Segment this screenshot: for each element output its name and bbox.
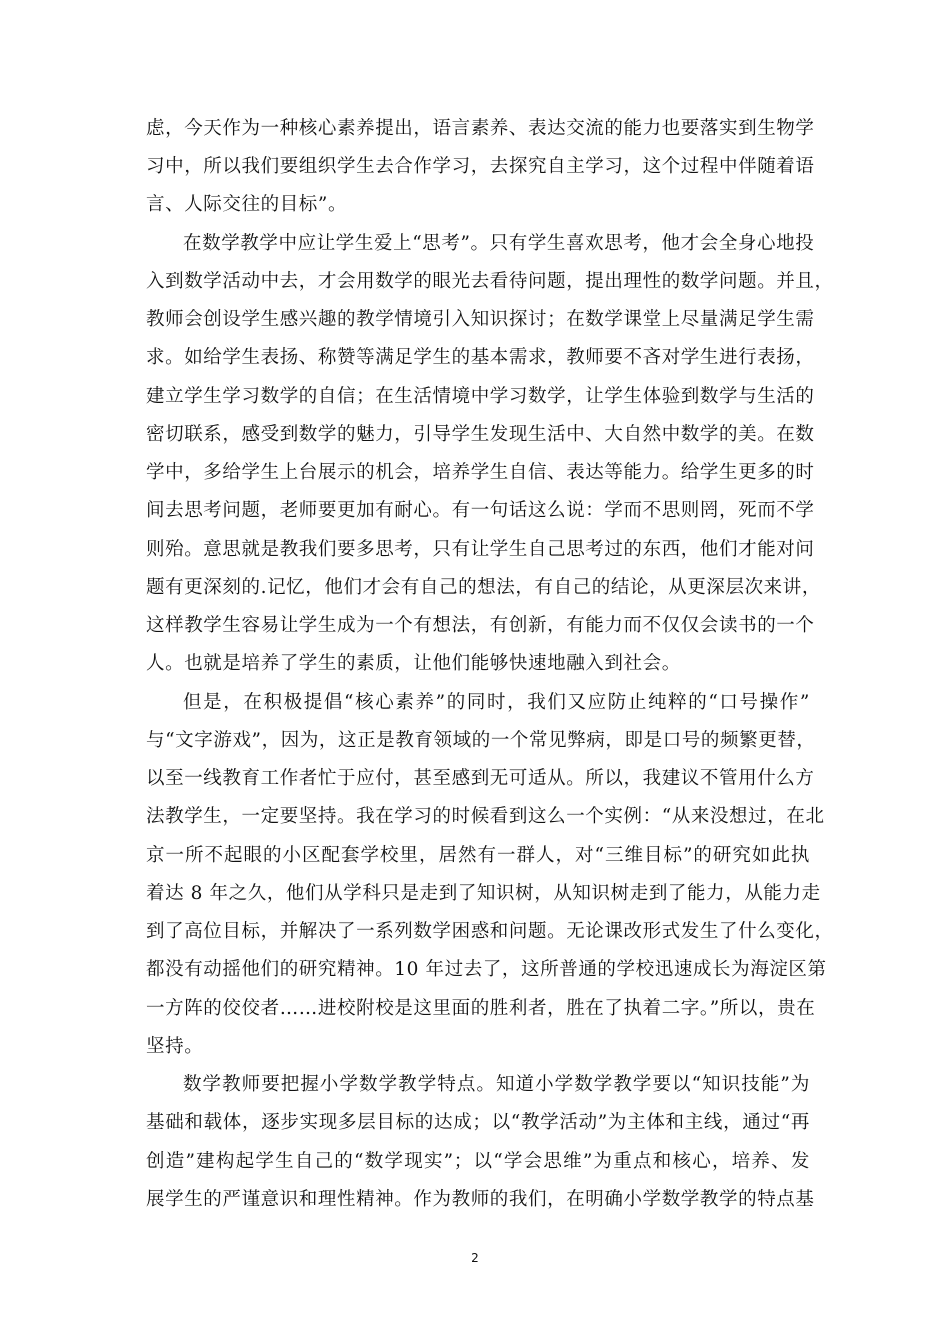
text-line: 言、人际交往的目标”。	[146, 194, 348, 215]
text-line: 都没有动摇他们的研究精神。10 年过去了，这所普通的学校迅速成长为海淀区第	[146, 959, 827, 980]
page-number: 2	[471, 1251, 479, 1265]
text-line: 教师会创设学生感兴趣的教学情境引入知识探讨；在数学课堂上尽量满足学生需	[146, 309, 815, 330]
text-line: 人。也就是培养了学生的素质，让他们能够快速地融入到社会。	[146, 653, 681, 674]
text-line: 京一所不起眼的小区配套学校里，居然有一群人，对“三维目标”的研究如此执	[146, 845, 810, 866]
text-line: 创造”建构起学生自己的“数学现实”；以“学会思维”为重点和核心，培养、发	[146, 1151, 810, 1172]
text-line: 间去思考问题，老师要更加有耐心。有一句话这么说：学而不思则罔，死而不学	[146, 500, 815, 521]
text-line: 则殆。意思就是教我们要多思考，只有让学生自己思考过的东西，他们才能对问	[146, 539, 815, 560]
text-line: 着达 8 年之久，他们从学科只是走到了知识树，从知识树走到了能力，从能力走	[146, 883, 821, 904]
text-line: 坚持。	[146, 1036, 204, 1057]
text-line: 以至一线教育工作者忙于应付，甚至感到无可适从。所以，我建议不管用什么方	[146, 768, 815, 789]
text-line: 求。如给学生表扬、称赞等满足学生的基本需求，教师要不吝对学生进行表扬，	[146, 347, 815, 368]
text-line: 在数学教学中应让学生爱上“思考”。只有学生喜欢思考，他才会全身心地投	[183, 233, 815, 254]
text-line: 基础和载体，逐步实现多层目标的达成；以“教学活动”为主体和主线，通过“再	[146, 1112, 810, 1133]
text-line: 一方阵的佼佼者……进校附校是这里面的胜利者，胜在了执着二字。”所以，贵在	[146, 998, 816, 1019]
text-line: 这样教学生容易让学生成为一个有想法，有创新，有能力而不仅仅会读书的一个	[146, 615, 815, 636]
text-line: 建立学生学习数学的自信；在生活情境中学习数学，让学生体验到数学与生活的	[146, 386, 815, 407]
text-line: 与“文字游戏”，因为，这正是教育领域的一个常见弊病，即是口号的频繁更替，	[146, 730, 816, 751]
text-line: 但是，在积极提倡“核心素养”的同时，我们又应防止纯粹的“口号操作”	[183, 692, 810, 713]
text-line: 虑，今天作为一种核心素养提出，语言素养、表达交流的能力也要落实到生物学	[146, 118, 815, 139]
text-line: 密切联系，感受到数学的魅力，引导学生发现生活中、大自然中数学的美。在数	[146, 424, 815, 445]
text-line: 展学生的严谨意识和理性精神。作为教师的我们，在明确小学数学教学的特点基	[146, 1189, 815, 1210]
text-line: 数学教师要把握小学数学教学特点。知道小学数学教学要以“知识技能”为	[183, 1074, 810, 1095]
text-line: 习中，所以我们要组织学生去合作学习，去探究自主学习，这个过程中伴随着语	[146, 156, 815, 177]
text-line: 题有更深刻的.记忆，他们才会有自己的想法，有自己的结论，从更深层次来讲，	[146, 577, 821, 598]
text-line: 法教学生，一定要坚持。我在学习的时候看到这么一个实例：“从来没想过，在北	[146, 806, 825, 827]
text-line: 学中，多给学生上台展示的机会，培养学生自信、表达等能力。给学生更多的时	[146, 462, 815, 483]
text-line: 入到数学活动中去，才会用数学的眼光去看待问题，提出理性的数学问题。并且，	[146, 271, 834, 292]
text-line: 到了高位目标，并解决了一系列数学困惑和问题。无论课改形式发生了什么变化，	[146, 921, 834, 942]
